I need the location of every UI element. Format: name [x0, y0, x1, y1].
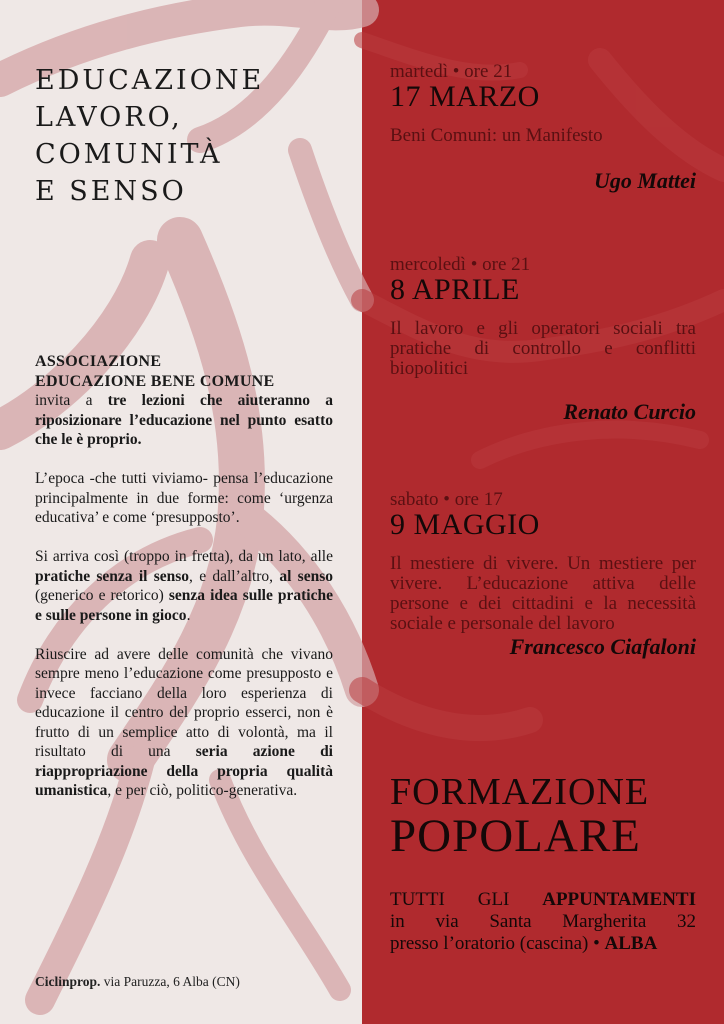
event-date: 17 MARZO [390, 80, 540, 113]
intro-paragraph [35, 352, 333, 450]
headline [390, 772, 700, 860]
event-when: mercoledì • ore 21 [390, 254, 531, 275]
headline-line2: POPOLARE [390, 810, 641, 862]
para3-bold: pratiche senza il senso [35, 567, 190, 585]
event-2 [390, 255, 696, 425]
event-when: sabato • ore 17 [390, 489, 503, 510]
para3-text: . [186, 606, 191, 624]
venue-info [390, 889, 696, 955]
para3-text: , e dall’altro, [189, 567, 280, 585]
para4-text: , e per ciò, politico-generativa. [107, 782, 298, 799]
page-title [35, 62, 264, 210]
event-date: 9 MAGGIO [390, 508, 540, 541]
venue-text: TUTTI GLI [390, 889, 543, 910]
event-topic: Il lavoro e gli operatori sociali tra pratiche di controllo e conflitti biopolitici [390, 318, 696, 379]
title-line: COMUNITÀ [35, 139, 223, 170]
event-1 [390, 62, 696, 194]
venue-city: ALBA [604, 933, 658, 954]
title-line: E SENSO [35, 176, 187, 207]
paragraph-epoca: L’epoca -che tutti viviamo- pensa l’educazione principalmente in due forme: come ‘urgenza educativa’ e come ‘presupposto’. [35, 470, 333, 526]
venue-text: presso l’oratorio (cascina) • [390, 933, 605, 954]
venue-line3 [390, 933, 696, 955]
venue-bold: APPUNTAMENTI [542, 889, 696, 910]
para3-bold: al senso [279, 567, 333, 585]
event-date: 8 APRILE [390, 273, 520, 306]
association-name-line1: ASSOCIAZIONE [35, 353, 162, 370]
description-text [35, 352, 333, 820]
invite-bold: tre lezioni che aiuteranno a riposizionare l’educazione nel punto esatto che le è proprio. [35, 392, 333, 448]
event-3 [390, 490, 696, 660]
event-topic: Beni Comuni: un Manifesto [390, 125, 603, 146]
event-topic: Il mestiere di vivere. Un mestiere per vivere. L’educazione attiva delle persone e dei cittadini e la necessità sociale e personale del lavoro [390, 553, 696, 634]
headline-line1: FORMAZIONE [390, 771, 650, 813]
title-line: EDUCAZIONE [35, 65, 265, 96]
event-speaker: Francesco Ciafaloni [509, 634, 696, 659]
para3-text: Si arriva così (troppo in fretta), da un lato, alle [35, 548, 333, 565]
association-name-line2: EDUCAZIONE BENE COMUNE [35, 372, 275, 390]
para3-bold: senza idea sulle pratiche e sulle persone in gioco [35, 587, 333, 624]
event-speaker: Ugo Mattei [593, 168, 696, 193]
para4-bold: seria azione di riappropriazione della propria qualità umanistica [35, 743, 333, 799]
paragraph-comunita [35, 645, 333, 801]
footer-address [35, 974, 240, 990]
event-speaker: Renato Curcio [563, 399, 696, 424]
event-when: martedì • ore 21 [390, 61, 513, 82]
invite-prefix: invita a [35, 392, 108, 409]
footer-address-text: via Paruzza, 6 Alba (CN) [100, 974, 240, 989]
title-line: LAVORO, [35, 102, 183, 133]
para4-text: Riuscire ad avere delle comunità che vivano sempre meno l’educazione come presupposto e invece facciano della loro esperienza di educazione il centro del proprio esserci, non è frutto di un semplice atto di volontà, ma il risultato di una [35, 645, 333, 760]
venue-line2: in via Santa Margherita 32 [390, 911, 696, 932]
paragraph-pratiche [35, 547, 333, 625]
para3-text: (generico e retorico) [35, 587, 169, 604]
venue-line1 [390, 889, 696, 911]
footer-org: Ciclinprop. [35, 974, 101, 989]
